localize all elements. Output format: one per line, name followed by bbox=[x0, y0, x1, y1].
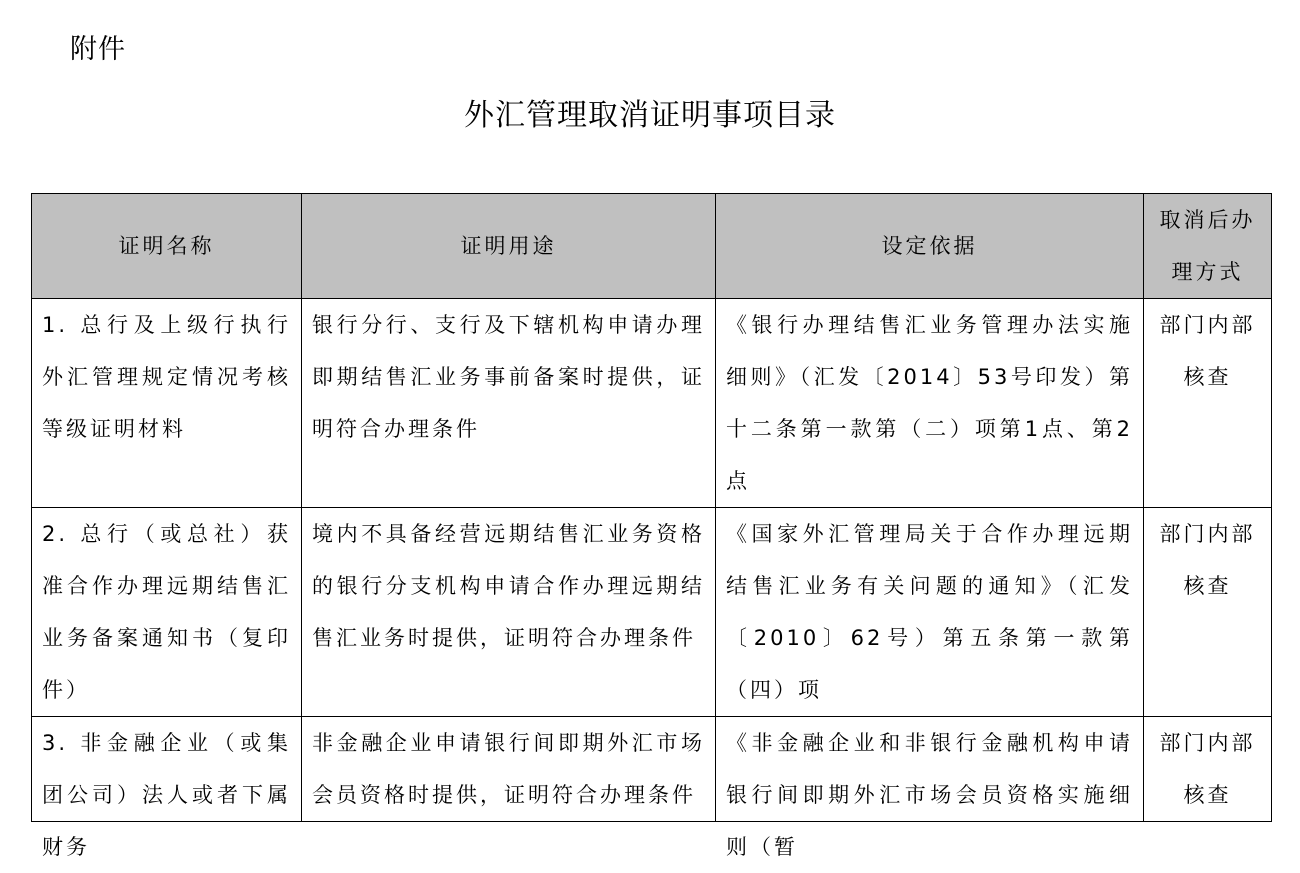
table-header-row bbox=[32, 194, 1272, 299]
cell-certificate-purpose: 境内不具备经营远期结售汇业务资格的银行分支机构申请合作办理远期结售汇业务时提供，证明符合办理条件 bbox=[302, 508, 716, 717]
attachment-label: 附件 bbox=[70, 34, 126, 65]
cell-legal-basis: 《国家外汇管理局关于合作办理远期结售汇业务有关问题的通知》（汇发〔2010〕62号）第五条第一款第（四）项 bbox=[716, 508, 1144, 717]
cell-certificate-purpose: 银行分行、支行及下辖机构申请办理即期结售汇业务事前备案时提供，证明符合办理条件 bbox=[302, 299, 716, 508]
table-row bbox=[32, 508, 1272, 717]
cell-handling-method: 部门内部核查 bbox=[1159, 731, 1256, 807]
cell-certificate-name: 1. 总行及上级行执行外汇管理规定情况考核等级证明材料 bbox=[32, 299, 302, 508]
cell-handling-method-wrap bbox=[1144, 717, 1272, 822]
cancelled-certificates-table bbox=[31, 193, 1272, 859]
header-certificate-purpose: 证明用途 bbox=[302, 194, 716, 299]
cell-certificate-name: 2. 总行（或总社）获准合作办理远期结售汇业务备案通知书（复印件） bbox=[32, 508, 302, 717]
cell-certificate-purpose-wrap bbox=[302, 717, 716, 822]
header-legal-basis: 设定依据 bbox=[716, 194, 1144, 299]
cell-certificate-purpose: 非金融企业申请银行间即期外汇市场会员资格时提供，证明符合办理条件 bbox=[312, 731, 705, 807]
document-title: 外汇管理取消证明事项目录 bbox=[464, 98, 836, 133]
table-row bbox=[32, 717, 1272, 822]
cell-legal-basis-wrap bbox=[716, 717, 1144, 859]
cell-legal-basis: 《银行办理结售汇业务管理办法实施细则》（汇发〔2014〕53号印发）第十二条第一款第（二）项第1点、第2点 bbox=[716, 299, 1144, 508]
cell-certificate-name: 3. 非金融企业（或集团公司）法人或者下属财务 bbox=[42, 731, 291, 859]
header-certificate-name: 证明名称 bbox=[32, 194, 302, 299]
table-row bbox=[32, 299, 1272, 508]
cell-certificate-name-wrap bbox=[32, 717, 302, 859]
cell-legal-basis: 《非金融企业和非银行金融机构申请银行间即期外汇市场会员资格实施细则（暂 bbox=[726, 731, 1133, 859]
cell-handling-method: 部门内部核查 bbox=[1144, 508, 1272, 717]
cell-handling-method: 部门内部核查 bbox=[1144, 299, 1272, 508]
header-handling-method: 取消后办理方式 bbox=[1144, 194, 1272, 299]
